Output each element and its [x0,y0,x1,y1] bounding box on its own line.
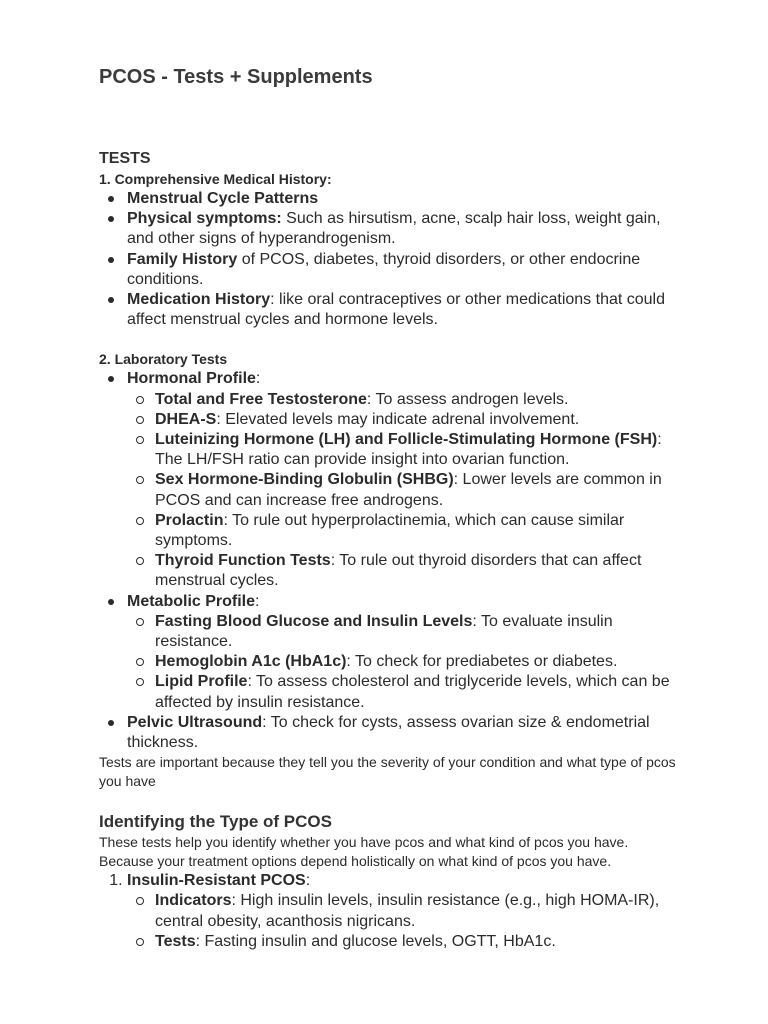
sublist-item: Thyroid Function Tests: To rule out thyroid disorders that can affect menstrual cycles. [155,551,679,591]
identifying-intro: These tests help you identify whether you have pcos and what kind of pcos you have. Because your treatment options depend holistically on what kind of pcos you have. [99,834,629,870]
sublist-item: Sex Hormone-Binding Globulin (SHBG): Lower levels are common in PCOS and can increase free androgens. [155,470,679,510]
sublist-item: Hemoglobin A1c (HbA1c): To check for prediabetes or diabetes. [155,652,679,672]
pcos-types-list [99,871,679,952]
list-item-hormonal-profile: Hormonal Profile: Total and Free Testosterone: To assess androgen levels. DHEA-S: Elevated levels may indicate adrenal involvement. Luteinizing Hormone (LH) and Follicle-Stimulating Hormone (FSH): The LH/FSH ratio can provide insight into ovarian function. Sex Hormone-Binding Globulin (SHBG): Lower levels are common in PCOS and can increase free androgens. Prolactin: To rule out hyperprolactinemia, which can cause similar symptoms. Thyroid Function Tests: To rule out thyroid disorders that can affect menstrual cycles. [127,369,679,591]
identifying-type-heading: Identifying the Type of PCOS [99,812,332,832]
sublist-item: Fasting Blood Glucose and Insulin Levels: To evaluate insulin resistance. [155,612,679,652]
document-body [99,148,679,952]
metabolic-profile-sublist [127,612,679,713]
list-item: Family History of PCOS, diabetes, thyroid disorders, or other endocrine conditions. [127,250,679,290]
laboratory-tests-list [99,369,679,753]
sublist-item: Tests: Fasting insulin and glucose levels, OGTT, HbA1c. [155,932,679,952]
medical-history-list [99,189,679,330]
list-item: Physical symptoms: Such as hirsutism, acne, scalp hair loss, weight gain, and other signs of hyperandrogenism. [127,209,679,249]
sublist-item: Indicators: High insulin levels, insulin resistance (e.g., high HOMA-IR), central obesity, acanthosis nigricans. [155,891,679,931]
sublist-item: Total and Free Testosterone: To assess androgen levels. [155,390,679,410]
tests-importance-note: Tests are important because they tell you the severity of your condition and what type of pcos you have [99,754,676,790]
tests-heading: TESTS [99,150,151,167]
sublist-item: DHEA-S: Elevated levels may indicate adrenal involvement. [155,410,679,430]
list-item-metabolic-profile: Metabolic Profile: Fasting Blood Glucose and Insulin Levels: To evaluate insulin resistance. Hemoglobin A1c (HbA1c): To check for prediabetes or diabetes. Lipid Profile: To assess cholesterol and triglyceride levels, which can be affected by insulin resistance. [127,592,679,713]
list-item: Medication History: like oral contraceptives or other medications that could affect menstrual cycles and hormone levels. [127,290,679,330]
insulin-resistant-sublist [127,891,679,952]
sublist-item: Prolactin: To rule out hyperprolactinemia, which can cause similar symptoms. [155,511,679,551]
section-heading-laboratory-tests: 2. Laboratory Tests [99,351,228,368]
document-title: PCOS - Tests + Supplements [99,66,373,88]
hormonal-profile-sublist [127,390,679,592]
section-heading-medical-history: 1. Comprehensive Medical History: [99,171,332,187]
sublist-item: Luteinizing Hormone (LH) and Follicle-Stimulating Hormone (FSH): The LH/FSH ratio can provide insight into ovarian function. [155,430,679,470]
list-item-pelvic-ultrasound: Pelvic Ultrasound: To check for cysts, assess ovarian size & endometrial thickness. [127,713,679,753]
list-item: Menstrual Cycle Patterns [127,189,679,209]
sublist-item: Lipid Profile: To assess cholesterol and triglyceride levels, which can be affected by insulin resistance. [155,672,679,712]
list-item-insulin-resistant: 1. Insulin-Resistant PCOS: Indicators: High insulin levels, insulin resistance (e.g., high HOMA-IR), central obesity, acanthosis nigricans. Tests: Fasting insulin and glucose levels, OGTT, HbA1c. [127,871,679,952]
